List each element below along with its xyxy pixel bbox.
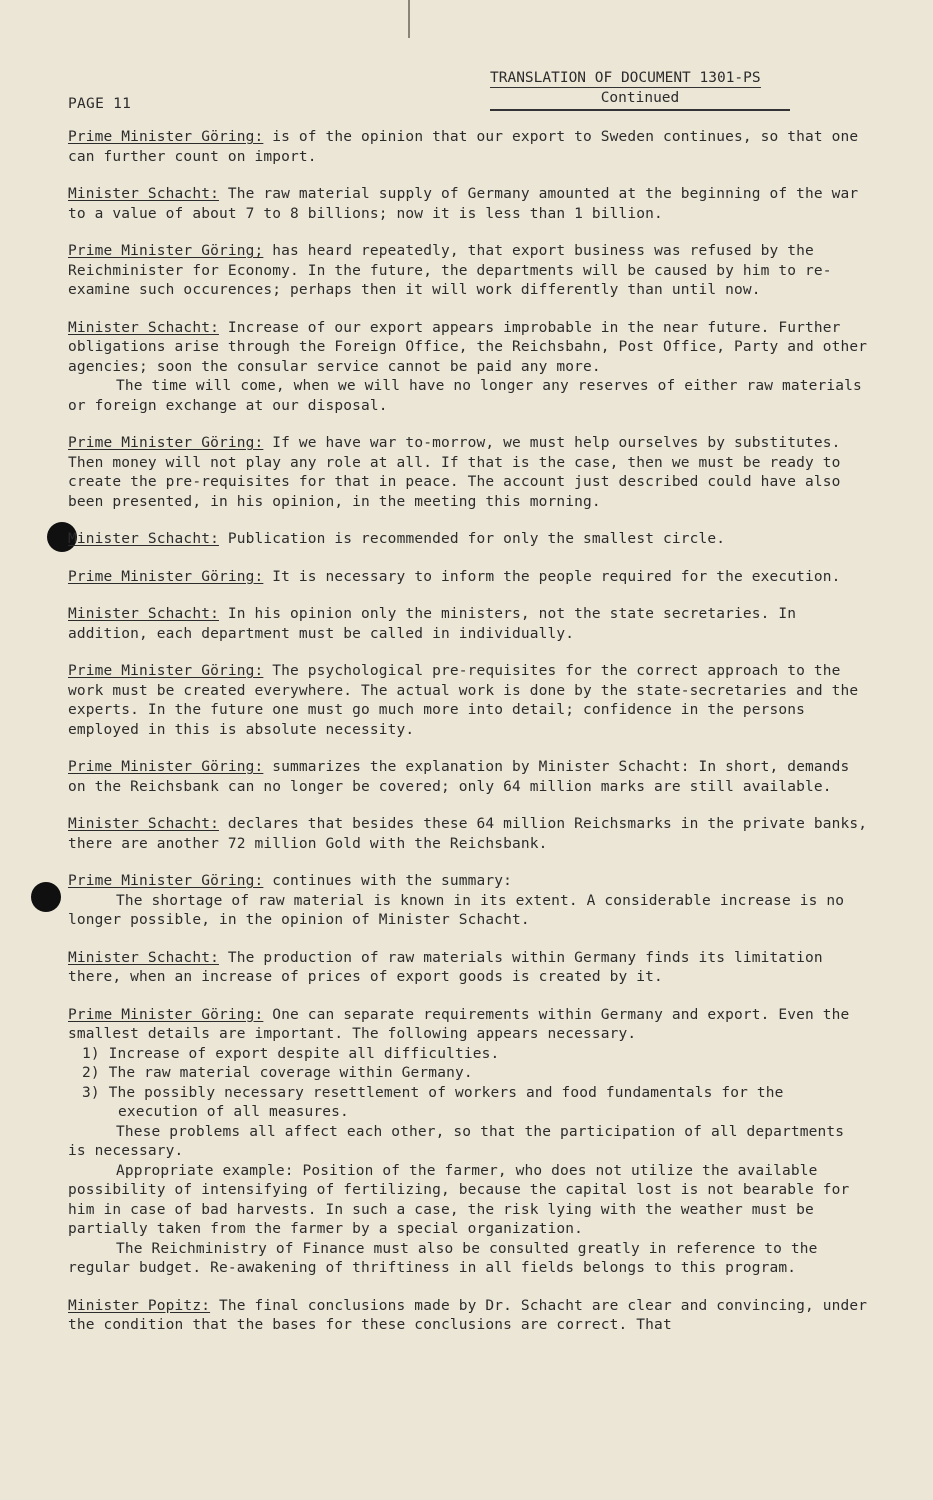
numbered-item: 2) The raw material coverage within Germany. [82, 1065, 473, 1081]
speaker-name: Minister Popitz: [68, 1297, 211, 1314]
entry-continuation: The shortage of raw material is known in its extent. A considerable increase is no longer possible, in the opinion of Minister Schacht. [68, 892, 845, 928]
numbered-item: 1) Increase of export despite all difficulties. [82, 1045, 500, 1062]
transcript-entry [68, 319, 868, 417]
header-title: TRANSLATION OF DOCUMENT 1301-PS [490, 70, 761, 86]
speaker-name: Prime Minister Göring: [68, 435, 264, 451]
entry-text: declares that besides these 64 million Reichsmarks in the private banks, there are another 72 million Gold with the Reichsbank. [68, 816, 868, 852]
entry-text: One can separate requirements within Germany and export. Even the smallest details are important. The following appears necessary. [68, 1006, 850, 1042]
entry-text: The final conclusions made by Dr. Schacht are clear and convincing, under the condition that the bases for these conclusions are correct. That [68, 1297, 868, 1333]
transcript-entry [68, 662, 868, 740]
speaker-name: Minister Schacht: [68, 949, 219, 966]
transcript-entry [68, 949, 868, 988]
entry-text: The production of raw materials within Germany finds its limitation there, when an increase of prices of export goods is created by it. [68, 949, 823, 985]
speaker-name: Prime Minister Göring; [68, 243, 264, 259]
transcript-entry [68, 605, 868, 644]
entry-paragraph: Appropriate example: Position of the farmer, who does not utilize the available possibility of intensifying of fertilizing, because the capital lost is not bearable for him in case of bad harvests. In such a case, the risk lying with the weather must be partially taken from the farmer by a special organization. [68, 1162, 850, 1237]
transcript-entry [68, 815, 868, 854]
speaker-name: Prime Minister Göring: [68, 759, 264, 775]
transcript-entry [68, 530, 868, 550]
entry-text: is of the opinion that our export to Sweden continues, so that one can further count on import. [68, 129, 859, 165]
entry-paragraph: These problems all affect each other, so that the participation of all departments is necessary. [68, 1123, 845, 1159]
page-number: PAGE 11 [68, 96, 132, 112]
entry-text: summarizes the explanation by Minister Schacht: In short, demands on the Reichsbank can no longer be covered; only 64 million marks are still available. [68, 759, 850, 795]
speaker-name: Minister Schacht: [68, 606, 219, 622]
entry-text: Publication is recommended for only the smallest circle. [218, 531, 726, 547]
entry-text: The raw material supply of Germany amounted at the beginning of the war to a value of about 7 to 8 billions; now it is less than 1 billion. [68, 186, 859, 222]
speaker-name: Minister Schacht: [68, 186, 219, 202]
entry-text: continues with the summary: [263, 873, 512, 889]
speaker-name: Prime Minister Göring: [68, 1006, 264, 1023]
speaker-name: Prime Minister Göring: [68, 568, 264, 585]
entry-text: Increase of our export appears improbable in the near future. Further obligations arise through the Foreign Office, the Reichsbahn, Post Office, Party and other agencies; soon the consular service cannot be paid any more. [68, 319, 868, 375]
numbered-item: 3) The possibly necessary resettlement of workers and food fundamentals for the execution of all measures. [82, 1084, 784, 1120]
transcript-entry [68, 434, 868, 512]
speaker-name: Prime Minister Göring: [68, 129, 264, 145]
entry-text: The psychological pre-requisites for the correct approach to the work must be created everywhere. The actual work is done by the state-secretaries and the experts. In the future one must go much more into detail; confidence in the persons employed in this is absolute necessity. [68, 663, 859, 738]
transcript-entry [68, 242, 868, 301]
speaker-name: Minister Schacht: [68, 319, 219, 336]
transcript-body [68, 128, 868, 1354]
entry-continuation: The time will come, when we will have no longer any reserves of either raw materials or foreign exchange at our disposal. [68, 378, 862, 414]
entry-text: In his opinion only the ministers, not the state secretaries. In addition, each department must be called in individually. [68, 606, 797, 642]
transcript-entry [68, 568, 868, 588]
document-header [490, 70, 790, 111]
entry-paragraph: The Reichministry of Finance must also be consulted greatly in reference to the regular budget. Re-awakening of thriftiness in all fields belongs to this program. [68, 1240, 818, 1276]
speaker-name: Minister Schacht: [68, 531, 219, 547]
punch-hole [31, 882, 61, 912]
margin-mark [408, 0, 410, 38]
transcript-entry [68, 872, 868, 931]
transcript-entry [68, 185, 868, 224]
transcript-entry [68, 128, 868, 167]
transcript-entry [68, 758, 868, 797]
transcript-entry [68, 1297, 868, 1336]
entry-text: has heard repeatedly, that export business was refused by the Reichminister for Economy. In the future, the departments will be caused by him to re-examine such occurences; perhaps then it will work differently than until now. [68, 243, 832, 298]
speaker-name: Prime Minister Göring: [68, 873, 264, 889]
entry-text: It is necessary to inform the people required for the execution. [263, 568, 841, 585]
header-subtitle: Continued [490, 90, 790, 111]
speaker-name: Prime Minister Göring: [68, 663, 264, 679]
entry-text: If we have war to-morrow, we must help ourselves by substitutes. Then money will not play any role at all. If that is the case, then we must be ready to create the pre-requisites for that in peace. The account just described could have also been presented, in his opinion, in the meeting this morning. [68, 435, 841, 510]
transcript-entry [68, 1006, 868, 1279]
speaker-name: Minister Schacht: [68, 816, 219, 832]
